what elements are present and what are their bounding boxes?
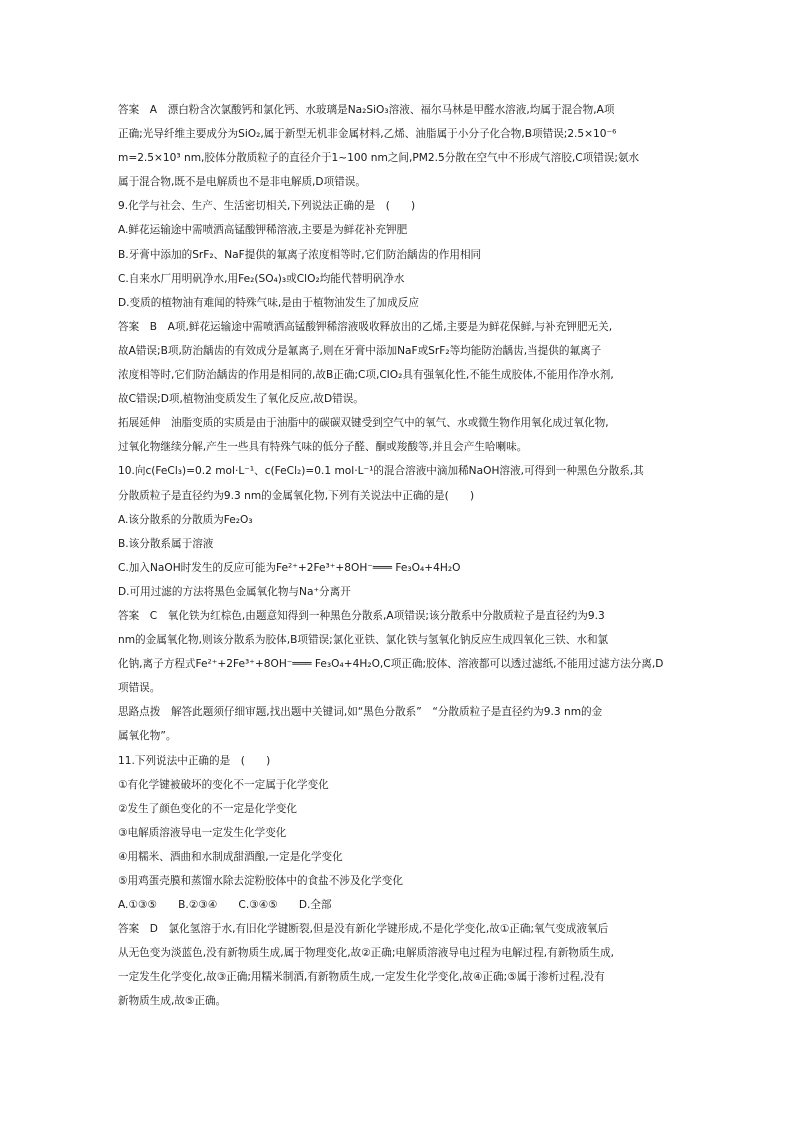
question-10-stem-line-2: 分散质粒子是直径约为9.3 nm的金属氧化物,下列有关说法中正确的是( ) (118, 489, 475, 502)
answer-8-line-1: 答案 A 漂白粉含次氯酸钙和氯化钙、水玻璃是Na₂SiO₃溶液、福尔马林是甲醛水溶液,均属于混合物,A项 (118, 104, 615, 116)
answer-11-line-2: 从无色变为淡蓝色,没有新物质生成,属于物理变化,故②正确;电解质溶液导电过程为电解过程,有新物质生成, (118, 947, 615, 960)
answer-9-line-2: 故A错误;B项,防治龋齿的有效成分是氟离子,则在牙膏中添加NaF或SrF₂等均能防治龋齿,当提供的氟离子 (118, 344, 602, 357)
extension-note-line-2: 过氧化物继续分解,产生一些具有特殊气味的低分子醛、酮或羧酸等,并且会产生哈喇味。 (118, 441, 528, 454)
answer-11-line-1: 答案 D 氯化氢溶于水,有旧化学键断裂,但是没有新化学键形成,不是化学变化,故①正确;氧气变成液氧后 (118, 923, 609, 936)
answer-11-line-4: 新物质生成,故⑤正确。 (118, 995, 227, 1008)
question-9-stem: 9.化学与社会、生产、生活密切相关,下列说法正确的是 ( ) (118, 200, 416, 213)
hint-line-1: 思路点拨 解答此题须仔细审题,找出题中关键词,如“黑色分散系” “分散质粒子是直径约为9.3 nm的金 (118, 706, 603, 719)
question-9-option-b: B.牙膏中添加的SrF₂、NaF提供的氟离子浓度相等时,它们防治龋齿的作用相同 (118, 248, 482, 261)
question-10-stem-line-1: 10.向c(FeCl₃)=0.2 mol·L⁻¹、c(FeCl₂)=0.1 mol·L⁻¹的混合溶液中滴加稀NaOH溶液,可得到一种黑色分散系,其 (118, 465, 644, 478)
question-11-stem: 11.下列说法中正确的是 ( ) (118, 754, 271, 767)
answer-9-line-4: 故C错误;D项,植物油变质发生了氧化反应,故D错误。 (118, 393, 364, 406)
answer-11-line-3: 一定发生化学变化,故③正确;用糯米制酒,有新物质生成,一定发生化学变化,故④正确;⑤属于渗析过程,没有 (118, 971, 605, 984)
answer-9-line-3: 浓度相等时,它们防治龋齿的作用是相同的,故B正确;C项,ClO₂具有强氧化性,不能生成胶体,不能用作净水剂, (118, 369, 614, 382)
question-11-statement-3: ③电解质溶液导电一定发生化学变化 (118, 826, 287, 839)
question-10-option-c: C.加入NaOH时发生的反应可能为Fe²⁺+2Fe³⁺+8OH⁻═══ Fe₃O₄+4H₂O (118, 561, 461, 574)
answer-10-line-3: 化钠,离子方程式Fe²⁺+2Fe³⁺+8OH⁻═══ Fe₃O₄+4H₂O,C项正确;胶体、溶液都可以透过滤纸,不能用过滤方法分离,D (118, 658, 664, 671)
question-10-option-d: D.可用过滤的方法将黑色金属氧化物与Na⁺分离开 (118, 585, 351, 598)
question-11-statement-4: ④用糯米、酒曲和水制成甜酒酿,一定是化学变化 (118, 850, 343, 863)
question-9-option-d: D.变质的植物油有难闻的特殊气味,是由于植物油发生了加成反应 (118, 296, 419, 309)
document-page (118, 98, 678, 1014)
question-11-statement-1: ①有化学键被破坏的变化不一定属于化学变化 (118, 778, 329, 791)
hint-line-2: 属氧化物”。 (118, 730, 177, 743)
answer-8-line-4: 属于混合物,既不是电解质也不是非电解质,D项错误。 (118, 176, 366, 189)
question-11-statement-2: ②发生了颜色变化的不一定是化学变化 (118, 802, 297, 815)
question-10-option-b: B.该分散系属于溶液 (118, 537, 214, 550)
question-10-option-a: A.该分散系的分散质为Fe₂O₃ (118, 513, 253, 526)
question-9-option-c: C.自来水厂用明矾净水,用Fe₂(SO₄)₃或ClO₂均能代替明矾净水 (118, 272, 405, 285)
answer-10-line-2: nm的金属氧化物,则该分散系为胶体,B项错误;氯化亚铁、氯化铁与氢氧化钠反应生成四氧化三铁、水和氯 (118, 634, 609, 647)
answer-8-line-2: 正确;光导纤维主要成分为SiO₂,属于新型无机非金属材料,乙烯、油脂属于小分子化合物,B项错误;2.5×10⁻⁶ (118, 128, 617, 141)
answer-10-line-1: 答案 C 氧化铁为红棕色,由题意知得到一种黑色分散系,A项错误;该分散系中分散质粒子是直径约为9.3 (118, 609, 605, 622)
answer-10-line-4: 项错误。 (118, 682, 161, 695)
answer-9-line-1: 答案 B A项,鲜花运输途中需喷洒高锰酸钾稀溶液吸收释放出的乙烯,主要是为鲜花保鲜,与补充钾肥无关, (118, 320, 613, 333)
answer-8-line-3: m=2.5×10³ nm,胶体分散质粒子的直径介于1~100 nm之间,PM2.5分散在空气中不形成气溶胶,C项错误;氨水 (118, 152, 640, 165)
extension-note-line-1: 拓展延伸 油脂变质的实质是由于油脂中的碳碳双键受到空气中的氧气、水或微生物作用氧化成过氧化物, (118, 417, 609, 430)
question-9-option-a: A.鲜花运输途中需喷洒高锰酸钾稀溶液,主要是为鲜花补充钾肥 (118, 224, 408, 237)
question-11-options: A.①③⑤ B.②③④ C.③④⑤ D.全部 (118, 899, 332, 912)
question-11-statement-5: ⑤用鸡蛋壳膜和蒸馏水除去淀粉胶体中的食盐不涉及化学变化 (118, 875, 403, 887)
